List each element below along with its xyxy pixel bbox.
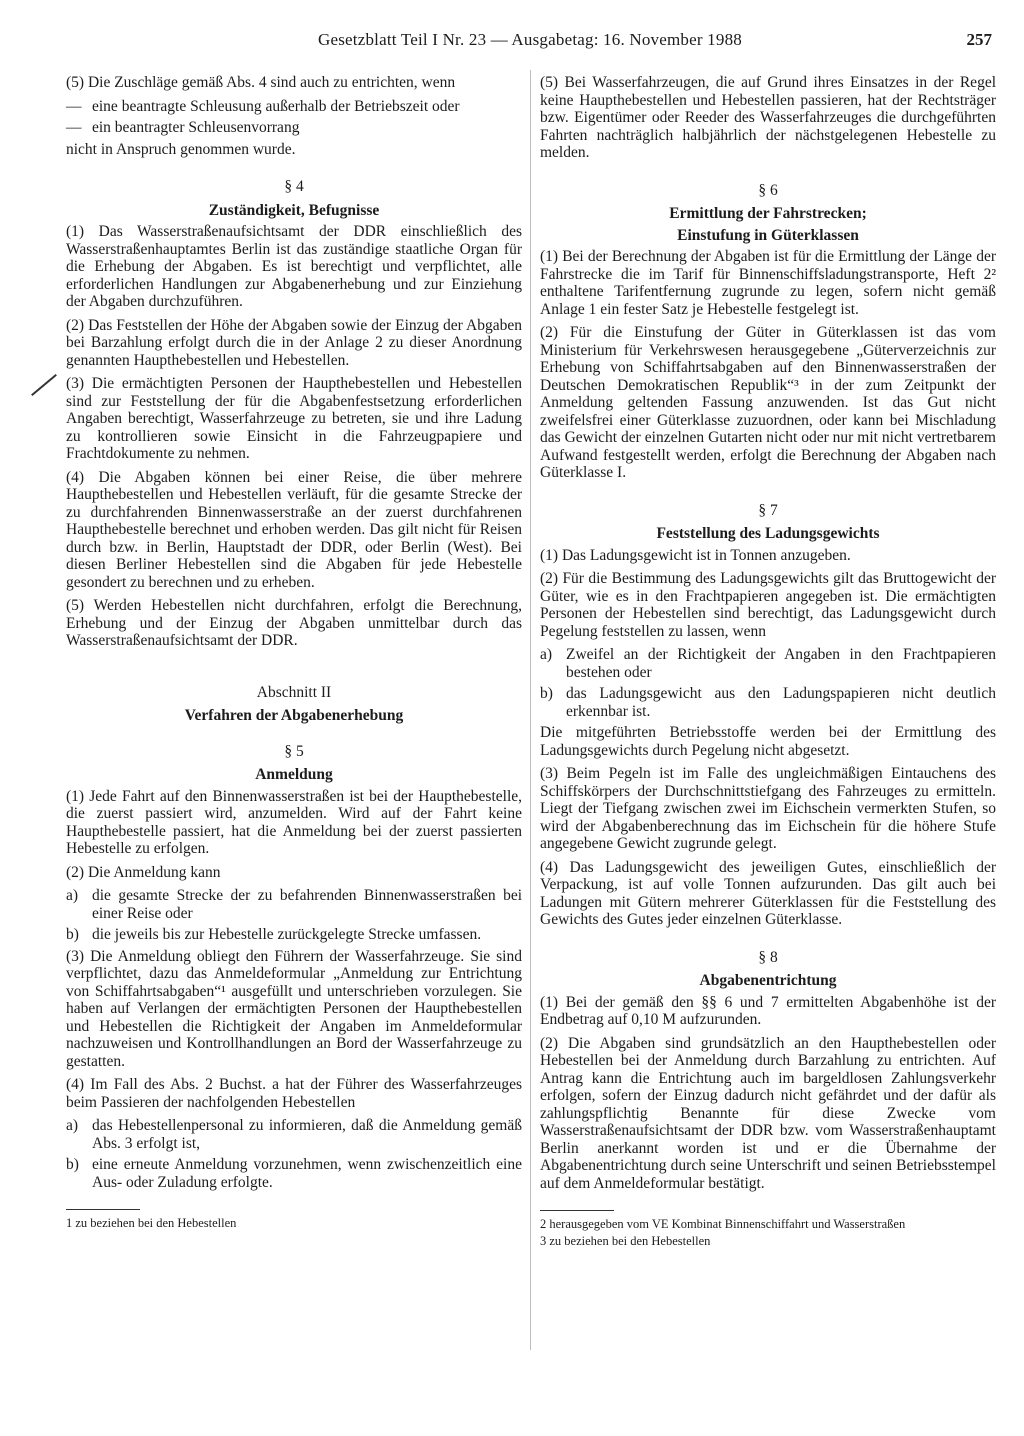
list-item — [66, 98, 522, 116]
paragraph: (2) Die Anmeldung kann — [66, 863, 221, 881]
list-item — [66, 887, 522, 922]
list-marker: — — [66, 97, 82, 115]
column-divider — [530, 70, 531, 1350]
part-title: Verfahren der Abgabenerhebung — [184, 707, 404, 724]
list-item-text: das Ladungsgewicht aus den Ladungspapieren nicht deutlich erkennbar ist. — [566, 685, 996, 720]
section-number: § 6 — [758, 181, 778, 199]
list-item — [66, 1117, 522, 1152]
list-marker: b) — [540, 685, 553, 702]
list-item — [540, 646, 996, 681]
paragraph: (1) Das Ladungsgewicht ist in Tonnen anzugeben. — [540, 546, 851, 564]
paragraph: (3) Beim Pegeln ist im Falle des ungleichmäßigen Eintauchens des Schiffskörpers der Durchschnittstiefgang des Fahrzeuges zu ermitteln. Liegt der Tiefgang zwischen zwei im Eichschein vermerkten Stufen, so wird der Abgabenberechnung das im Eichschein für die höhere Stufe angegebene Gewicht zugrunde gelegt. — [540, 765, 996, 852]
section-number: § 4 — [284, 178, 304, 195]
list-item-text: Zweifel an der Richtigkeit der Angaben in den Frachtpapieren bestehen oder — [566, 646, 996, 681]
paragraph: (2) Für die Einstufung der Güter in Güterklassen ist das vom Ministerium für Verkehrswesen herausgegebene „Güterverzeichnis zur Erhebung von Schiffahrtsabgaben auf den Binnenwasserstraßen der Deutschen Demokratischen Republik“³ in der zum Zeitpunkt der Anmeldung geltenden Fassung anzuwenden. Ist das Gut nicht zweifelsfrei einer Güterklasse zuzuordnen, oder kann bei Mischladung das Gewicht der einzelnen Gutarten nicht oder nur mit nicht vertretbarem Aufwand festgestellt werden, erfolgt die Berechnung der Abgaben nach Güterklasse I. — [540, 324, 996, 481]
paragraph: nicht in Anspruch genommen wurde. — [66, 140, 296, 158]
section-title: Einstufung in Güterklassen — [677, 226, 859, 244]
list-marker: b) — [66, 926, 79, 943]
list-item — [66, 1156, 522, 1191]
page-number: 257 — [966, 30, 992, 49]
left-column — [66, 74, 522, 1233]
list-marker: a) — [66, 1117, 79, 1134]
section-title: Anmeldung — [255, 766, 333, 783]
paragraph: (4) Im Fall des Abs. 2 Buchst. a hat der Führer des Wasserfahrzeuges beim Passieren der nachfolgenden Hebestellen — [66, 1076, 522, 1111]
paragraph: (2) Die Abgaben sind grundsätzlich an den Haupthebestellen oder Hebestellen bei der Anmeldung durch Barzahlung zu entrichten. Auf Antrag kann die Entrichtung auch im bargeldlosen Zahlungsverkehr erfolgen, sofern der Einzug dadurch nicht gefährdet und der dafür als zahlungspflichtig Benannte für diese Zwecke vom Wasserstraßenaufsichtsamt der DDR bzw. vom Wasserstraßenhauptamt Berlin anerkannt worden ist und er die Übernahme der Abgabenentrichtung durch seine Unterschrift und seinen Betriebsstempel auf dem Anmeldeformular bestätigt. — [540, 1034, 996, 1192]
footnote-rule — [66, 1209, 140, 1210]
list-item-text: eine erneute Anmeldung vorzunehmen, wenn zwischenzeitlich eine Aus- oder Zuladung erfolgte. — [92, 1156, 522, 1191]
right-column — [540, 74, 996, 1250]
paragraph: (5) Die Zuschläge gemäß Abs. 4 sind auch zu entrichten, wenn — [66, 74, 456, 91]
paragraph: (1) Bei der gemäß den §§ 6 und 7 ermittelten Abgabenhöhe ist der Endbetrag auf 0,10 M aufzurunden. — [540, 993, 996, 1028]
paragraph: (5) Werden Hebestellen nicht durchfahren, erfolgt die Berechnung, Erhebung und der Einzug der Abgaben unmittelbar durch das Wasserstraßenaufsichtsamt der DDR. — [66, 597, 522, 649]
paragraph: (5) Bei Wasserfahrzeugen, die auf Grund ihres Einsatzes in der Regel keine Haupthebestellen und Hebestellen passieren, hat der Rechtsträger bzw. Eigentümer oder Reeder des Wasserfahrzeuges die durchgeführten Fahrten nachträglich halbjährlich der nächstgelegenen Hebestelle zu melden. — [540, 74, 996, 161]
list-item — [66, 119, 522, 137]
list-marker: b) — [66, 1156, 79, 1173]
list-marker: a) — [66, 887, 79, 904]
header-title: Gesetzblatt Teil I Nr. 23 — Ausgabetag: 16. November 1988 — [318, 30, 742, 49]
section-number: § 5 — [284, 742, 304, 760]
section-title: Zuständigkeit, Befugnisse — [208, 201, 380, 219]
footnote: 2 herausgegeben vom VE Kombinat Binnenschiffahrt und Wasserstraßen — [540, 1217, 906, 1231]
paragraph: (3) Die Anmeldung obliegt den Führern der Wasserfahrzeuge. Sie sind verpflichtet, dazu das Anmeldeformular „Anmeldung zur Entrichtung von Schiffahrtsabgaben“¹ ausgefüllt und unterschrieben vorzulegen. Sie haben auf Verlangen der ermächtigten Personen der Haupthebestellen und Hebestellen die Richtigkeit der Angaben im Anmeldeformular nachzuweisen und Kontrollhandlungen an Bord der Wasserfahrzeuge zu gestatten. — [66, 947, 522, 1070]
footnote: 3 zu beziehen bei den Hebestellen — [540, 1233, 711, 1248]
margin-pen-mark — [31, 374, 57, 396]
section-number: § 8 — [758, 948, 778, 966]
paragraph: (1) Jede Fahrt auf den Binnenwasserstraßen ist bei der Haupthebestelle, die zuerst passiert wird, anzumelden. Wird auf der Fahrt keine Haupthebestelle passiert, hat die Anmeldung bei der zuerst passierten Hebestelle zu erfolgen. — [66, 787, 522, 857]
list-item-text: die gesamte Strecke der zu befahrenden Binnenwasserstraßen bei einer Reise oder — [92, 887, 522, 922]
list-item-text: ein beantragter Schleusenvorrang — [92, 119, 300, 136]
section-number: § 7 — [758, 501, 778, 519]
page-header — [60, 30, 1000, 54]
list-item-text: das Hebestellenpersonal zu informieren, daß die Anmeldung gemäß Abs. 3 erfolgt ist, — [92, 1117, 522, 1152]
section-title: Feststellung des Ladungsgewichts — [656, 525, 880, 542]
list-marker: — — [66, 119, 82, 136]
footnote-rule — [540, 1210, 614, 1211]
footnote: 1 zu beziehen bei den Hebestellen — [66, 1216, 237, 1230]
section-title: Abgabenentrichtung — [699, 972, 837, 989]
paragraph: (4) Die Abgaben können bei einer Reise, die über mehrere Haupthebestellen und Hebestellen verläuft, für die gesamte Strecke der zu durchfahrenden Binnenwasserstraße an der zuerst durchfahrenen Haupthebestelle berechnet und erhoben werden. Das gilt nicht für Reisen durch bzw. in Berlin, Hauptstadt der DDR, oder Berlin (West). Bei diesen Berliner Hebestellen sind die Abgaben für jede Hebestelle gesondert zu berechnen und zu erheben. — [66, 468, 522, 591]
list-item — [540, 685, 996, 720]
list-item-text: die jeweils bis zur Hebestelle zurückgelegte Strecke umfassen. — [92, 926, 482, 943]
list-marker: a) — [540, 646, 553, 663]
paragraph: (4) Das Ladungsgewicht des jeweiligen Gutes, einschließlich der Verpackung, ist auf volle Tonnen aufzurunden. Das gilt auch bei Ladungen mit Gütern mehrerer Güterklassen für die Feststellung des Gewichts des Gutes jeder einzelnen Güterklasse. — [540, 858, 996, 928]
paragraph: Die mitgeführten Betriebsstoffe werden bei der Ermittlung des Ladungsgewichts durch Pegelung nicht abgesetzt. — [540, 724, 996, 759]
paragraph: (1) Bei der Berechnung der Abgaben ist für die Ermittlung der Länge der Fahrstrecke die im Tarif für Binnenschiffsladungstransporte, Heft 2² enthaltene Tarifentfernung zugrunde zu legen, sofern nicht gemäß Anlage 1 ein fester Satz je Hebestelle festgelegt ist. — [540, 248, 996, 318]
paragraph: (3) Die ermächtigten Personen der Haupthebestellen und Hebestellen sind zur Feststellung der für die Abgabenfestsetzung erforderlichen Angaben berechtigt, Wasserfahrzeuge zu betreten, sie und ihre Ladung zu kontrollieren sowie Einsicht in die Fahrzeugpapiere und Frachtdokumente zu nehmen. — [66, 375, 522, 462]
part-number: Abschnitt II — [256, 683, 332, 701]
list-item-text: eine beantragte Schleusung außerhalb der Betriebszeit oder — [92, 97, 460, 115]
section-title: Ermittlung der Fahrstrecken; — [669, 205, 867, 222]
paragraph: (2) Das Feststellen der Höhe der Abgaben sowie der Einzug der Abgaben bei Barzahlung erfolgt durch die in der Anlage 2 zu dieser Anordnung genannten Haupthebestellen und Hebestellen. — [66, 316, 522, 369]
paragraph: (2) Für die Bestimmung des Ladungsgewichts gilt das Bruttogewicht der Güter, wie es in den Frachtpapieren angegeben ist. Die ermächtigten Personen der Hebestellen sind berechtigt, das Ladungsgewicht durch Pegelung feststellen zu lassen, wenn — [540, 570, 996, 640]
list-item — [66, 926, 522, 944]
paragraph: (1) Das Wasserstraßenaufsichtsamt der DDR einschließlich des Wasserstraßenhauptamtes Berlin ist das zuständige staatliche Organ für die Erhebung der Abgaben. Es ist berechtigt und verpflichtet, alle erforderlichen Handlungen zur Abgabenerhebung und zur Einziehung der Abgaben durchzuführen. — [66, 223, 522, 310]
